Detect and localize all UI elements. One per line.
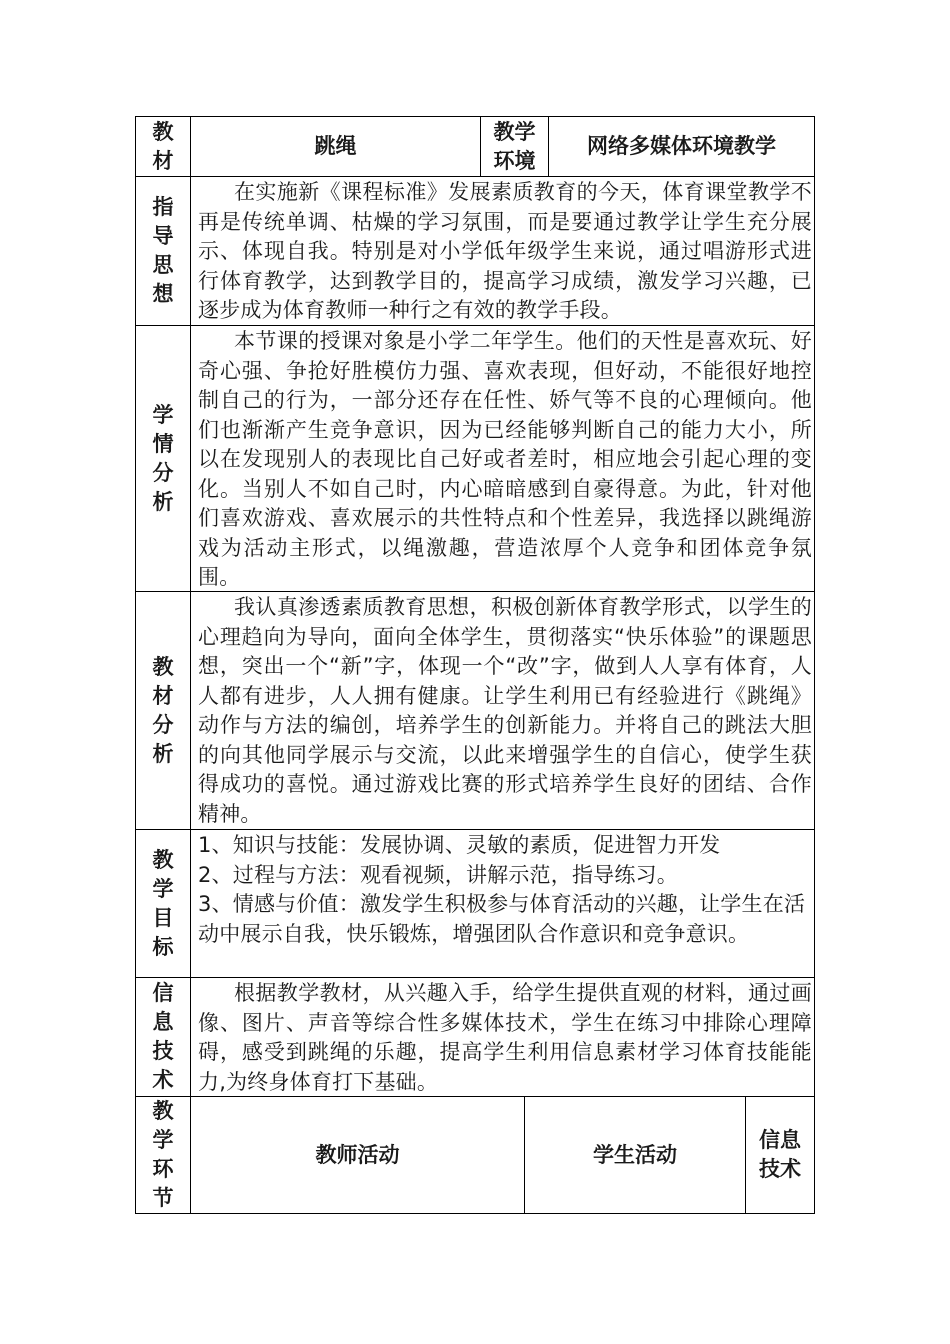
label-env: [481, 117, 548, 176]
label-teaching-steps: [135, 1097, 191, 1213]
label-char: 学: [152, 402, 174, 427]
row-divider: [135, 176, 815, 177]
info-tech-text: 根据教学教材，从兴趣入手，给学生提供直观的材料，通过画像、图片、声音等综合性多媒体技术，学生在练习中排除心理障碍，感受到跳绳的乐趣，提高学生利用信息素材学习体育技能能力,为终身体育打下基础。: [198, 981, 812, 1094]
label-char: 节: [152, 1186, 174, 1210]
teacher-activity-header: 教师活动: [315, 1142, 400, 1167]
row-divider: [135, 829, 815, 830]
student-analysis-text: 本节课的授课对象是小学二年学生。他们的天性是喜欢玩、好奇心强、争抢好胜模仿力强、喜欢表现，但好动，不能很好地控制自己的行为，一部分还存在任性、娇气等不良的心理倾向。他们也渐渐产生竞争意识，因为已经能够判断自己的能力大小，所以在发现别人的表现比自己好或者差时，相应地会引起心理的变化。当别人不如自己时，内心暗暗感到自豪得意。为此，针对他们喜欢游戏、喜欢展示的共性特点和个性差异，我选择以跳绳游戏为活动主形式，以绳激趣，营造浓厚个人竞争和团体竞争氛围。: [198, 329, 812, 589]
teaching-goals-list: [198, 831, 812, 949]
label-text: 教学: [493, 119, 536, 144]
label-material-analysis: [135, 592, 191, 829]
label-text: 环境: [493, 148, 536, 173]
table-border-bottom: [135, 1213, 815, 1214]
label-char: 学: [152, 876, 174, 901]
guiding-idea-text: 在实施新《课程标准》发展素质教育的今天，体育课堂教学不再是传统单调、枯燥的学习氛围，而是要通过教学让学生充分展示、体现自我。特别是对小学低年级学生来说，通过唱游形式进行体育教学，达到教学目的，提高学习成绩，激发学习兴趣，已逐步成为体育教师一种行之有效的教学手段。: [198, 180, 812, 322]
label-char: 分: [152, 460, 174, 485]
label-char: 情: [152, 431, 174, 456]
goal-item: 3、情感与价值：激发学生积极参与体育活动的兴趣，让学生在活动中展示自我，快乐锻炼，增强团队合作意识和竞争意识。: [198, 892, 806, 946]
label-char: 材: [152, 148, 174, 173]
label-text: 信息: [759, 1128, 801, 1152]
label-text: 技术: [759, 1157, 801, 1181]
label-material: [135, 117, 191, 176]
label-char: 教: [152, 654, 174, 679]
label-char: 教: [152, 119, 174, 144]
env-value: 网络多媒体环境教学: [587, 134, 776, 158]
label-char: 目: [152, 905, 174, 930]
table-border-right: [814, 116, 815, 1214]
goal-item: 1、知识与技能：发展协调、灵敏的素质，促进智力开发: [198, 833, 721, 857]
label-char: 教: [152, 1099, 174, 1123]
label-char: 分: [152, 712, 174, 737]
label-guiding-idea: [135, 177, 191, 325]
label-char: 思: [152, 253, 174, 277]
label-char: 术: [152, 1068, 174, 1092]
label-teaching-goals: [135, 830, 191, 977]
label-char: 析: [152, 741, 174, 766]
label-char: 标: [152, 934, 174, 959]
label-char: 环: [152, 1157, 174, 1181]
label-char: 析: [152, 489, 174, 514]
label-char: 指: [152, 195, 174, 219]
label-char: 教: [152, 847, 174, 872]
student-activity-header: 学生活动: [593, 1142, 677, 1167]
material-value: 跳绳: [314, 134, 357, 158]
info-tech-header: [746, 1097, 814, 1213]
label-char: 想: [152, 282, 174, 306]
row-divider: [135, 977, 815, 978]
label-char: 技: [152, 1039, 174, 1063]
label-char: 导: [152, 224, 174, 248]
label-info-tech: [135, 978, 191, 1096]
material-analysis-text: 我认真渗透素质教育思想，积极创新体育教学形式，以学生的心理趋向为导向，面向全体学生，贯彻落实“快乐体验”的课题思想，突出一个“新”字，体现一个“改”字，做到人人享有体育，人人都有进步，人人拥有健康。让学生利用已有经验进行《跳绳》动作与方法的编创，培养学生的创新能力。并将自己的跳法大胆的向其他同学展示与交流，以此来增强学生的自信心，使学生获得成功的喜悦。通过游戏比赛的形式培养学生良好的团结、合作精神。: [198, 595, 812, 826]
label-char: 信: [152, 981, 174, 1005]
label-char: 息: [152, 1010, 174, 1034]
label-student-analysis: [135, 326, 191, 591]
label-char: 学: [152, 1128, 174, 1152]
goal-item: 2、过程与方法：观看视频，讲解示范，指导练习。: [198, 862, 678, 887]
label-char: 材: [152, 683, 174, 708]
